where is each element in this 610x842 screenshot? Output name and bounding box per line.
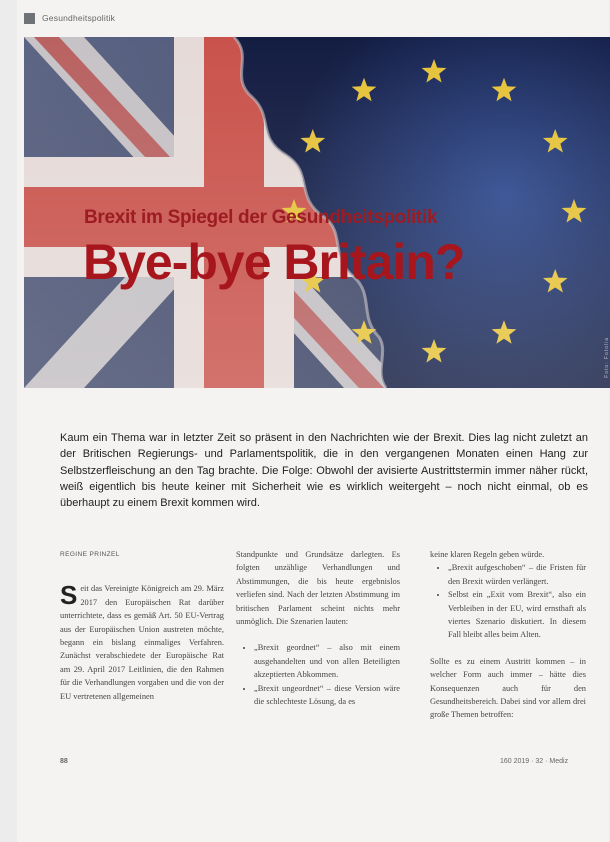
issue-reference: 160 2019 · 32 · Mediz xyxy=(500,758,569,765)
section-header xyxy=(24,10,115,26)
article-kicker: Brexit im Spiegel der Gesundheitspolitik xyxy=(84,207,438,228)
author-byline: REGINE PRINZEL xyxy=(60,551,120,558)
section-label: Gesundheitspolitik xyxy=(42,13,116,23)
drop-cap: S xyxy=(60,580,78,611)
hero-image xyxy=(24,37,610,388)
article-title: Bye-bye Britain? xyxy=(83,234,465,290)
column-3-paragraph-2: Sollte es zu einem Austritt kommen – in welcher Form auch immer – hätte dies Konsequenzen auch für den Gesundheitsbereich. Dabei sind vor allem drei große Themen betroffen: xyxy=(430,656,586,720)
page-number: 88 xyxy=(60,758,68,765)
list-item: • „Brexit aufgeschoben“ – die Fristen für den Brexit würden verlängert. xyxy=(448,561,586,588)
column-3 xyxy=(430,548,586,722)
article-lead: Kaum ein Thema war in letzter Zeit so präsent in den Nachrichten wie der Brexit. Dies lag nicht zuletzt an der Britischen Regierungs- und Parlamentspolitik, die in den vergangenen Monaten einen Hang zur Selbstzerfleischung an den Tag brachte. Die Folge: Obwohl der avisierte Austrittstermin immer näher rückt, weiß eigentlich bis heute keiner mit Sicherheit wie es wirklich weitergeht – noch nicht einmal, ob es überhaupt zu einem Brexit kommen wird. xyxy=(60,432,588,510)
scenario-list-1 xyxy=(236,641,400,708)
list-item: • „Brexit ungeordnet“ – diese Version wäre die schlechteste Lösung, da es xyxy=(254,682,400,709)
column-1 xyxy=(60,548,224,703)
list-item: • „Brexit geordnet“ – also mit einem ausgehandelten und von allen Beteiligten akzeptierten Abkommen. xyxy=(254,641,400,681)
article-body xyxy=(60,548,586,758)
column-2 xyxy=(236,548,400,708)
column-1-text: eit das Vereinigte Königreich am 29. März 2017 den Europäischen Rat darüber unterrichtete, dass es gemäß Art. 50 EU-Vertrag aus der Europäischen Union austreten möchte, begann ein bislang einmaliges Verfahren. Zunächst verabschiedete der Europäische Rat am 29. April 2017 Leitlinien, die den Rahmen für die Verhandlungen vorgaben und die von der EU vertretenen allgemeinen xyxy=(60,584,224,701)
photo-credit: Foto: Fotolia xyxy=(604,337,610,378)
column-1-paragraph xyxy=(60,582,224,703)
list-item: • Selbst ein „Exit vom Brexit“, also ein Verbleiben in der EU, wird ernsthaft als viertes Szenario diskutiert. In diesem Fall bleibt alles beim Alten. xyxy=(448,588,586,642)
scenario-list-2 xyxy=(430,561,586,641)
column-2-paragraph: Standpunkte und Grundsätze darlegten. Es folgten unzählige Verhandlungen und Abstimmungen, die bis heute ergebnislos verliefen sind. Nach der letzten Abstimmung im britischen Parlament scheint nichts mehr unmöglich. Die Szenarien lauten: xyxy=(236,550,400,627)
section-marker xyxy=(24,13,35,24)
column-3-paragraph-1: keine klaren Regeln geben würde. xyxy=(430,550,545,559)
